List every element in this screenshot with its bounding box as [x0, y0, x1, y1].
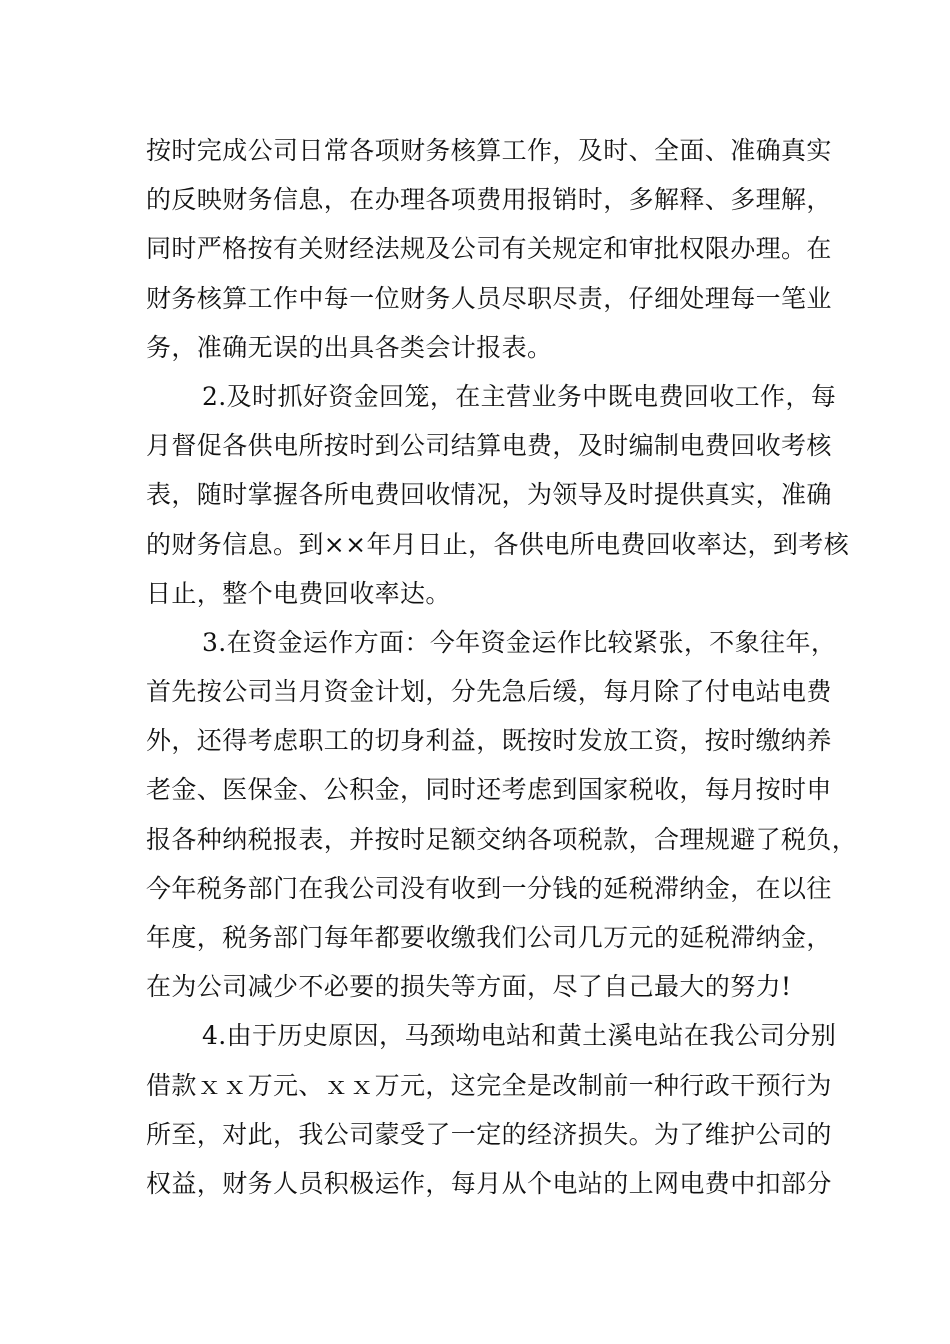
text-line: 按时完成公司日常各项财务核算工作，及时、全面、准确真实: [146, 136, 832, 165]
text-line: 外，还得考虑职工的切身利益，既按时发放工资，按时缴纳养: [146, 726, 832, 756]
text-line: 首先按公司当月资金计划，分先急后缓，每月除了付电站电费: [146, 677, 832, 707]
text-line: 务，准确无误的出具各类会计报表。: [146, 332, 553, 362]
text-line: 报各种纳税报表，并按时足额交纳各项税款，合理规避了税负，: [146, 824, 858, 854]
text-line: 权益，财务人员积极运作，每月从个电站的上网电费中扣部分: [146, 1168, 832, 1198]
text-line: 日止，整个电费回收率达。: [146, 578, 451, 608]
paragraph-start-line: 2.及时抓好资金回笼，在主营业务中既电费回收工作，每: [202, 381, 837, 411]
text-line: 表，随时掌握各所电费回收情况，为领导及时提供真实，准确: [146, 480, 832, 510]
text-line: 在为公司减少不必要的损失等方面，尽了自己最大的努力!: [146, 972, 792, 1002]
text-line: 年度，税务部门每年都要收缴我们公司几万元的延税滞纳金，: [146, 923, 832, 952]
text-line: 同时严格按有关财经法规及公司有关规定和审批权限办理。在: [146, 234, 832, 264]
body-text: [146, 126, 858, 1208]
paragraph-start-line: 3.在资金运作方面：今年资金运作比较紧张，不象往年，: [202, 627, 837, 657]
text-line: 所至，对此，我公司蒙受了一定的经济损失。为了维护公司的: [146, 1119, 832, 1149]
text-line: 今年税务部门在我公司没有收到一分钱的延税滞纳金，在以往: [146, 873, 832, 903]
text-line: 财务核算工作中每一位财务人员尽职尽责，仔细处理每一笔业: [146, 283, 832, 313]
text-line: 月督促各供电所按时到公司结算电费，及时编制电费回收考核: [146, 431, 832, 461]
text-line: 借款ｘｘ万元、ｘｘ万元，这完全是改制前一种行政干预行为: [146, 1070, 832, 1100]
text-line: 老金、医保金、公积金，同时还考虑到国家税收，每月按时申: [146, 775, 832, 805]
text-line: 的反映财务信息，在办理各项费用报销时，多解释、多理解，: [146, 185, 832, 215]
text-line: 的财务信息。到××年月日止，各供电所电费回收率达，到考核: [146, 529, 850, 559]
paragraph-start-line: 4.由于历史原因，马颈坳电站和黄土溪电站在我公司分别: [202, 1021, 837, 1051]
